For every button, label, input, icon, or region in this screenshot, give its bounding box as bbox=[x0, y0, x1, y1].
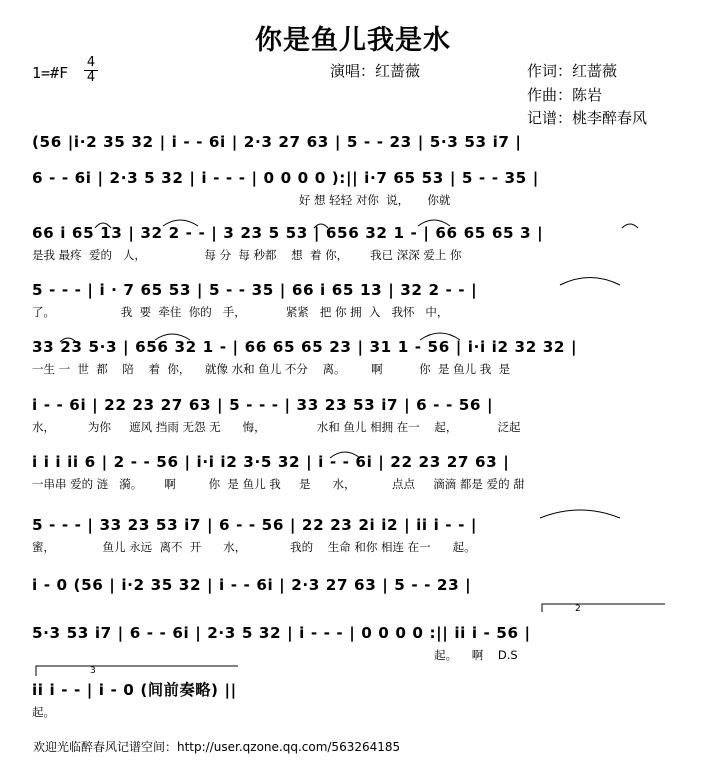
volta-bracket bbox=[36, 666, 238, 676]
staff-lyrics: 了。 我 要 牵住 你的 手， 紧紧 把 你 拥 入 我怀 中， bbox=[32, 305, 449, 319]
volta-number: 3 bbox=[90, 666, 96, 676]
footer-note: 欢迎光临醉春风记谱空间：http://user.qzone.qq.com/563264185 bbox=[33, 740, 401, 754]
volta-bracket bbox=[542, 604, 665, 612]
staff-lyrics: 一生 一 世 都 陪 着 你， 就像 水和 鱼儿 不分 离。 啊 你 是 鱼儿 我 是 bbox=[32, 362, 511, 376]
staff-notes: 5 - - - | 33 23 53 i7 | 6 - - 56 | 22 23 2i i2 | ii i - - | bbox=[32, 516, 478, 534]
key-signature: 1=#F bbox=[32, 64, 69, 82]
staff-notes: i - 0 (56 | i·2 35 32 | i - - 6i | 2·3 27 63 | 5 - - 23 | bbox=[32, 576, 472, 594]
staff-notes: 33 23 5·3 | 656 32 1 - | 66 65 65 23 | 31 1 - 56 | i·i i2 32 32 | bbox=[32, 338, 578, 356]
staff-notes: (56 |i·2 35 32 | i - - 6i | 2·3 27 63 | 5 - - 23 | 5·3 53 i7 | bbox=[32, 133, 522, 151]
slur-mark bbox=[540, 510, 620, 518]
staff-notes: 6 - - 6i | 2·3 5 32 | i - - - | 0 0 0 0 ):|| i·7 65 53 | 5 - - 35 | bbox=[32, 169, 539, 187]
time-signature-bottom: 4 bbox=[86, 70, 96, 85]
staff-lyrics: 好 想 轻轻 对你 说， 你就 bbox=[32, 193, 451, 207]
slur-mark bbox=[418, 220, 450, 226]
staff-notes: 66 i 65 13 | 32 2 - - | 3 23 5 53 | 656 32 1 - | 66 65 65 3 | bbox=[32, 224, 544, 242]
staff-lyrics: 是我 最疼 爱的 人， 每 分 每 秒都 想 着 你， 我已 深深 爱上 你 bbox=[32, 248, 462, 262]
slur-mark bbox=[95, 223, 111, 228]
time-signature-top: 4 bbox=[86, 55, 96, 70]
staff-lyrics: 起。 bbox=[32, 705, 55, 719]
slur-mark bbox=[155, 334, 190, 340]
slur-mark bbox=[560, 278, 620, 286]
staff-notes: ii i - - | i - 0 (间前奏略) || bbox=[32, 681, 237, 699]
staff-lyrics: 水， 为你 遮风 挡雨 无怨 无 悔， 水和 鱼儿 相拥 在一 起， 泛起 bbox=[32, 420, 521, 434]
slur-mark bbox=[60, 338, 76, 342]
composer-credit: 作曲：陈岩 bbox=[527, 86, 603, 104]
staff-notes: i i i ii 6 | 2 - - 56 | i·i i2 3·5 32 | i - - 6i | 22 23 27 63 | bbox=[32, 453, 510, 471]
singer-credit: 演唱：红蔷薇 bbox=[330, 62, 421, 80]
staff-lyrics: 起。 啊 D.S bbox=[32, 648, 518, 662]
lyricist-credit: 作词：红蔷薇 bbox=[527, 62, 618, 80]
staff-notes: 5 - - - | i · 7 65 53 | 5 - - 35 | 66 i 65 13 | 32 2 - - | bbox=[32, 281, 478, 299]
song-title: 你是鱼儿我是水 bbox=[255, 25, 451, 56]
staff-lyrics: 蜜， 鱼儿 永远 离不 开 水， 我的 生命 和你 相连 在一 起。 bbox=[32, 540, 476, 554]
staff-notes: i - - 6i | 22 23 27 63 | 5 - - - | 33 23 53 i7 | 6 - - 56 | bbox=[32, 396, 494, 414]
slur-mark bbox=[420, 333, 460, 340]
slur-mark bbox=[163, 220, 198, 226]
staff-lyrics: 一串串 爱的 涟 漪。 啊 你 是 鱼儿 我 是 水， 点点 滴滴 都是 爱的 甜 bbox=[32, 477, 525, 491]
transcriber-credit: 记谱：桃李醉春风 bbox=[527, 109, 648, 127]
slur-mark bbox=[314, 224, 328, 228]
slur-mark bbox=[330, 452, 360, 458]
volta-number: 2 bbox=[575, 604, 581, 614]
staff-notes: 5·3 53 i7 | 6 - - 6i | 2·3 5 32 | i - - - | 0 0 0 0 :|| ii i - 56 | bbox=[32, 624, 531, 642]
slur-mark bbox=[622, 224, 638, 228]
